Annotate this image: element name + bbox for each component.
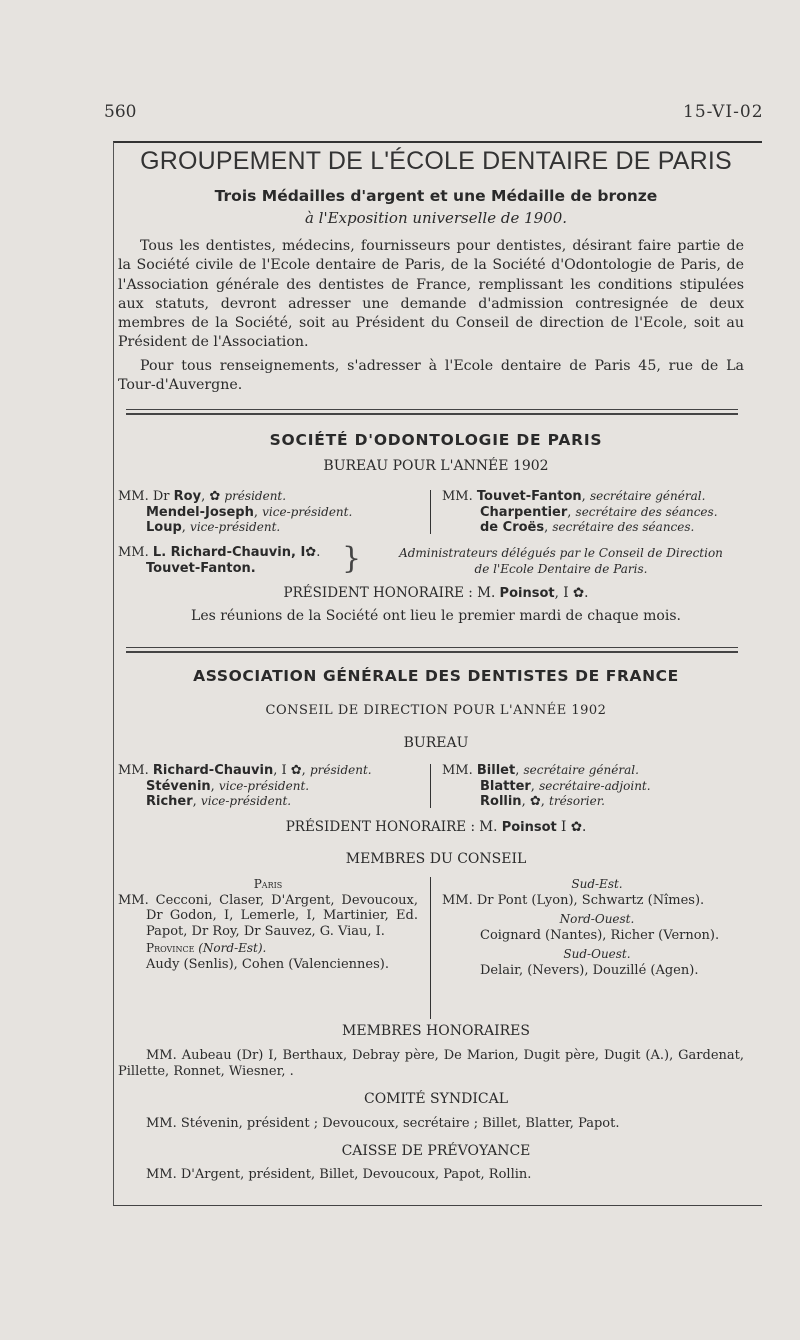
bureau-entry: MM. Richard-Chauvin, I ✿, président. xyxy=(118,763,372,778)
bureau-entry: Loup, vice-président. xyxy=(146,520,281,535)
administrators-names: MM. L. Richard-Chauvin, I✿. Touvet-Fanton. xyxy=(118,545,321,576)
contact-paragraph: Pour tous renseignements, s'adresser à l'Ecole dentaire de Paris 45, rue de La Tour-d'Auvergne. xyxy=(118,358,744,394)
association-bureau-heading: BUREAU xyxy=(403,735,469,751)
bureau-entry: Richer, vice-président. xyxy=(146,794,292,809)
bureau-entry: MM. Touvet-Fanton, secrétaire général. xyxy=(442,489,706,504)
province-heading: Province (Nord-Est). xyxy=(146,941,267,955)
conseil-left-column xyxy=(118,877,418,972)
paris-label: Paris xyxy=(253,877,283,891)
medals-line: Trois Médailles d'argent et une Médaille de bronze xyxy=(214,187,658,205)
bureau-entry: Rollin, ✿, trésorier. xyxy=(480,794,605,809)
association-title: ASSOCIATION GÉNÉRALE DES DENTISTES DE FRANCE xyxy=(193,667,679,685)
odontologie-bureau-heading: BUREAU POUR L'ANNÉE 1902 xyxy=(323,458,549,474)
bureau-entry: Charpentier, secrétaire des séances. xyxy=(480,504,718,520)
caisse-heading: CAISSE DE PRÉVOYANCE xyxy=(341,1143,531,1159)
sud-ouest-label: Sud-Ouest. xyxy=(563,947,631,961)
decoration-icon: ✿ xyxy=(572,585,585,601)
odontologie-bureau-left xyxy=(118,489,418,536)
page-number: 560 xyxy=(104,102,137,122)
divider xyxy=(126,409,738,410)
bureau-entry: Stévenin, vice-président. xyxy=(146,778,310,794)
bureau-entry: Mendel-Joseph, vice-président. xyxy=(146,504,353,520)
odontologie-bureau-right xyxy=(442,489,752,536)
bureau-entry: MM. Dr Roy, ✿ président. xyxy=(118,489,287,504)
decoration-icon: ✿ xyxy=(290,763,302,778)
column-divider xyxy=(430,877,431,1019)
decoration-icon: ✿ xyxy=(570,819,582,835)
sud-est-label: Sud-Est. xyxy=(571,877,623,891)
column-divider xyxy=(430,490,431,534)
nord-ouest-label: Nord-Ouest. xyxy=(559,912,635,926)
membres-conseil-heading: MEMBRES DU CONSEIL xyxy=(345,851,527,867)
brace: } xyxy=(342,541,362,576)
administrators-note: Administrateurs délégués par le Conseil de Direction de l'Ecole Dentaire de Paris. xyxy=(399,546,723,576)
groupement-title: GROUPEMENT DE L'ÉCOLE DENTAIRE DE PARIS xyxy=(140,147,732,175)
exposition-line: à l'Exposition universelle de 1900. xyxy=(304,209,568,227)
divider xyxy=(126,647,738,648)
comite-heading: COMITÉ SYNDICAL xyxy=(363,1091,509,1107)
odontologie-title: SOCIÉTÉ D'ODONTOLOGIE DE PARIS xyxy=(269,431,603,449)
association-honorary-president: PRÉSIDENT HONORAIRE : M. Poinsot I ✿. xyxy=(285,819,587,835)
association-conseil-heading: CONSEIL DE DIRECTION POUR L'ANNÉE 1902 xyxy=(265,703,607,718)
issue-date: 15-VI-02 xyxy=(683,102,764,122)
bureau-entry: de Croës, secrétaire des séances. xyxy=(480,520,695,535)
decoration-icon: ✿ xyxy=(209,489,221,504)
divider xyxy=(126,651,738,653)
bureau-entry: Blatter, secrétaire-adjoint. xyxy=(480,778,651,794)
column-divider xyxy=(430,764,431,808)
province-members: Audy (Senlis), Cohen (Valenciennes). xyxy=(146,956,389,972)
nord-ouest-members: Coignard (Nantes), Richer (Vernon). xyxy=(480,927,720,943)
association-bureau-right xyxy=(442,763,752,810)
membres-honoraires-heading: MEMBRES HONORAIRES xyxy=(342,1023,530,1039)
comite-members: MM. Stévenin, président ; Devoucoux, secrétaire ; Billet, Blatter, Papot. xyxy=(146,1116,620,1131)
bureau-entry: MM. Billet, secrétaire général. xyxy=(442,763,639,778)
conseil-right-column xyxy=(442,877,752,978)
sud-ouest-members: Delair, (Nevers), Douzillé (Agen). xyxy=(480,962,699,978)
paris-members: MM. Cecconi, Claser, D'Argent, Devoucoux, Dr Godon, I, Lemerle, I, Martinier, Ed. Papot, Dr Roy, Dr Sauvez, G. Viau, I. xyxy=(118,892,418,939)
divider xyxy=(126,413,738,415)
decoration-icon: ✿ xyxy=(305,545,317,560)
caisse-members: MM. D'Argent, président, Billet, Devoucoux, Papot, Rollin. xyxy=(146,1167,532,1182)
membres-honoraires-list: MM. Aubeau (Dr) I, Berthaux, Debray père, De Marion, Dugit père, Dugit (A.), Gardenat, Pillette, Ronnet, Wiesner, . xyxy=(118,1048,744,1079)
sud-est-members: MM. Dr Pont (Lyon), Schwartz (Nîmes). xyxy=(442,892,705,908)
meetings-line: Les réunions de la Société ont lieu le premier mardi de chaque mois. xyxy=(191,608,681,624)
odontologie-honorary-president: PRÉSIDENT HONORAIRE : M. Poinsot, I ✿. xyxy=(283,585,589,601)
association-bureau-left xyxy=(118,763,418,810)
membership-paragraph: Tous les dentistes, médecins, fournisseurs pour dentistes, désirant faire partie de la Société civile de l'Ecole dentaire de Paris, de la Société d'Odontologie de Paris, de l'Association générale des dentistes de France, remplissant les conditions stipulées aux statuts, devront adresser une demande d'admission contresignée de deux membres de la Société, soit au Président du Conseil de direction de l'Ecole, soit au Président de l'Association. xyxy=(118,238,744,351)
decoration-icon: ✿ xyxy=(529,794,541,809)
